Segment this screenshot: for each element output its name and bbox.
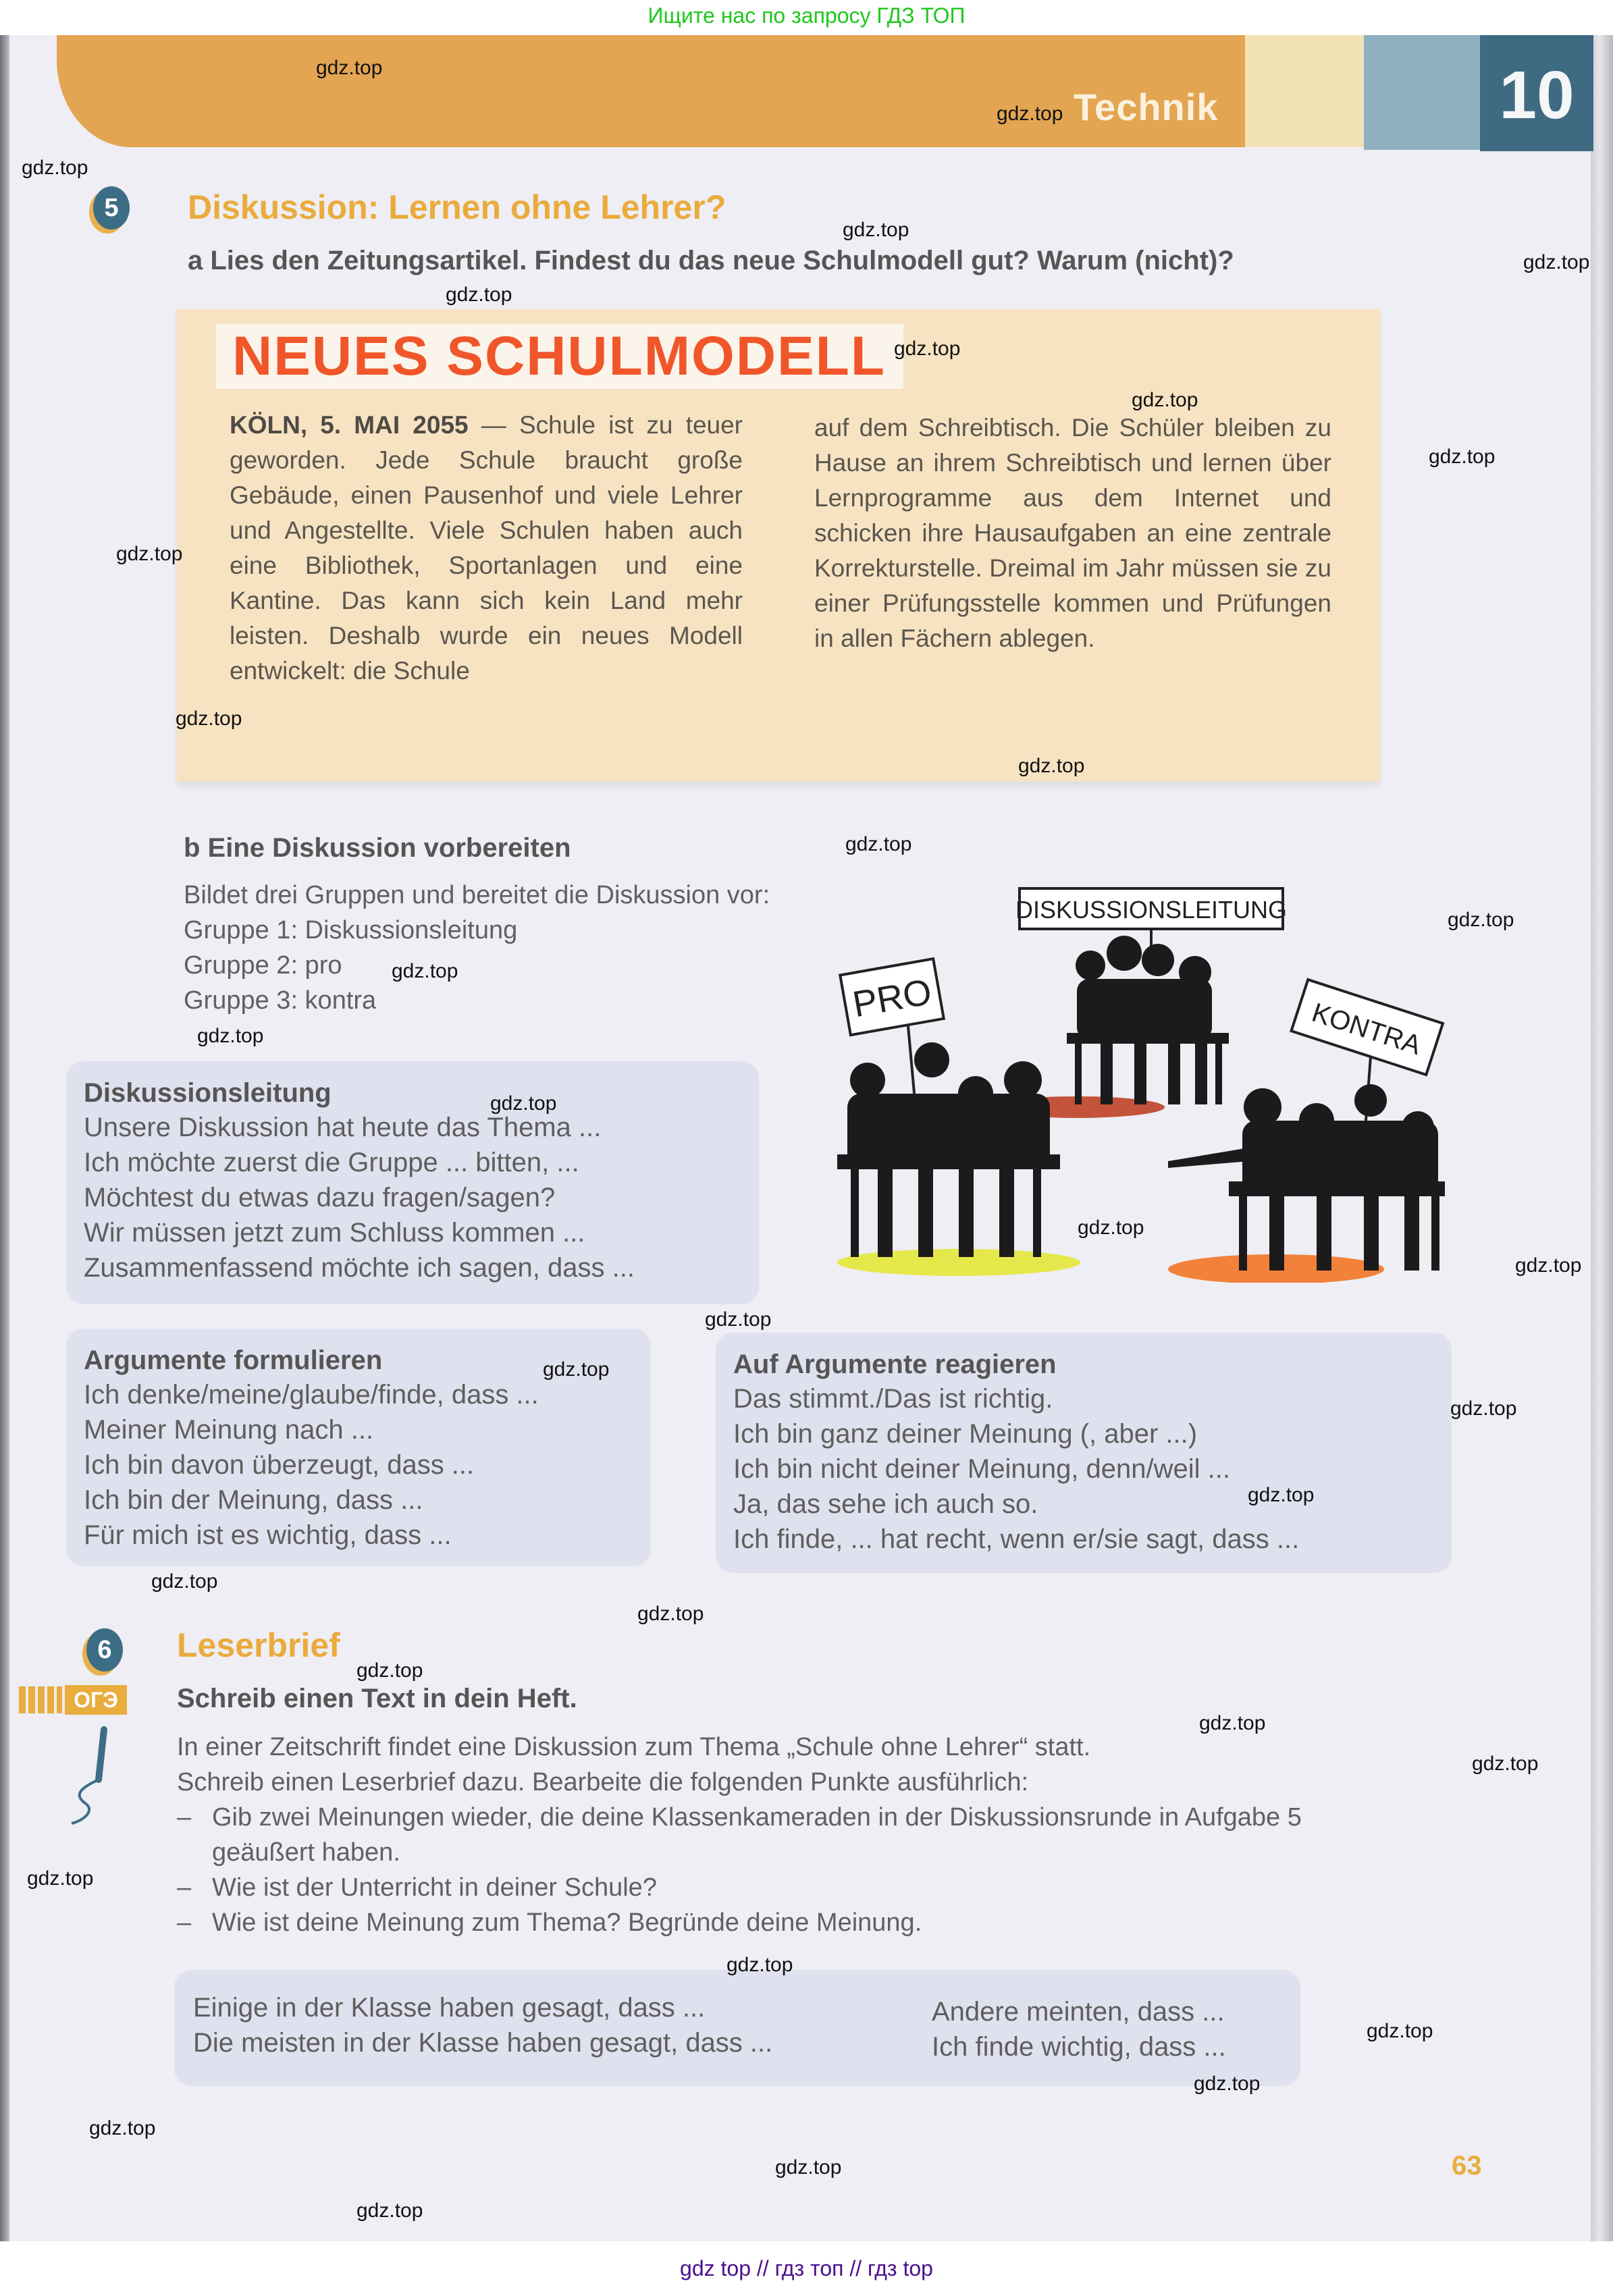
watermark: gdz.top xyxy=(1472,1753,1539,1775)
pen-writing-icon xyxy=(65,1726,119,1827)
phrase-line: Unsere Diskussion hat heute das Thema ... xyxy=(84,1113,602,1142)
phrase-line: Die meisten in der Klasse haben gesagt, dass ... xyxy=(193,2028,773,2058)
watermark: gdz.top xyxy=(356,2199,423,2222)
watermark: gdz.top xyxy=(997,103,1063,125)
watermark: gdz.top xyxy=(1515,1254,1582,1277)
article-column-2: auf dem Schreibtisch. Die Schüler bleiben zu Hause an ihrem Schreibtisch und lernen über Lernprogramme aus dem Internet und schicken ihre Hausaufgaben an eine zentrale Korrekturstelle. Dreimal im Jahr müssen sie zu einer Prüfungsstelle kommen und Prüfungen in allen Fächern ablegen. xyxy=(814,414,1331,652)
watermark: gdz.top xyxy=(116,543,183,565)
phrase-box-auf-argumente-reagieren xyxy=(716,1333,1452,1573)
watermark: gdz.top xyxy=(1450,1397,1517,1420)
phrase-line: Ich bin der Meinung, dass ... xyxy=(84,1485,423,1515)
phrase-line: Ich bin ganz deiner Meinung (, aber ...) xyxy=(733,1419,1198,1449)
phrase-line: Zusammenfassend möchte ich sagen, dass ... xyxy=(84,1253,635,1283)
watermark: gdz.top xyxy=(151,1570,218,1593)
watermark: gdz.top xyxy=(843,219,909,241)
watermark: gdz.top xyxy=(1367,2020,1433,2042)
phrase-line: Einige in der Klasse haben gesagt, dass ... xyxy=(193,1993,706,2023)
group-item: Gruppe 1: Diskussionsleitung xyxy=(184,916,518,944)
bullet-point xyxy=(177,1870,1352,1905)
watermark: gdz.top xyxy=(543,1358,610,1381)
chapter-number: 10 xyxy=(1499,57,1575,133)
phrase-box-diskussionsleitung xyxy=(66,1061,759,1304)
book-spine-shadow xyxy=(0,35,9,2241)
bullet-text: Wie ist deine Meinung zum Thema? Begründe deine Meinung. xyxy=(212,1908,922,1937)
phrase-line: Ich möchte zuerst die Gruppe ... bitten, ... xyxy=(84,1148,579,1177)
watermark: gdz.top xyxy=(775,2156,842,2179)
watermark: gdz.top xyxy=(845,833,912,855)
watermark: gdz.top xyxy=(89,2117,156,2139)
sign-diskussionsleitung: DISKUSSIONSLEITUNG xyxy=(1015,896,1288,924)
top-banner: Ищите нас по запросу ГДЗ ТОП xyxy=(647,3,966,28)
bottom-banner: gdz top // гдз топ // гдз top xyxy=(0,2241,1613,2296)
chapter-title: Technik xyxy=(1074,86,1219,128)
phrase-box-leserbrief xyxy=(174,1970,1300,2086)
watermark: gdz.top xyxy=(705,1308,772,1331)
oge-label: ОГЭ xyxy=(65,1685,127,1715)
box-title: Diskussionsleitung xyxy=(84,1078,332,1108)
box-title: Auf Argumente reagieren xyxy=(733,1350,1057,1379)
watermark: gdz.top xyxy=(1429,446,1496,468)
exercise-5-badge: 5 xyxy=(93,186,130,230)
article-headline: NEUES SCHULMODELL xyxy=(216,324,903,389)
dash-bullet: – xyxy=(177,1803,192,1832)
box-title: Argumente formulieren xyxy=(84,1345,383,1375)
bullet-text: Gib zwei Meinungen wieder, die deine Klassenkameraden in der Diskussionsrunde in Aufgabe 5 geäußert haben. xyxy=(212,1803,1302,1867)
watermark: gdz.top xyxy=(446,284,512,306)
group-item: Gruppe 3: kontra xyxy=(184,986,377,1015)
task-b-intro: Bildet drei Gruppen und bereitet die Diskussion vor: xyxy=(184,881,770,909)
exercise-6-paragraph-line: In einer Zeitschrift findet eine Diskussion zum Thema „Schule ohne Lehrer“ statt. xyxy=(177,1733,1091,1761)
phrases-right-column xyxy=(932,1994,1226,2064)
exercise-6-paragraph-line: Schreib einen Leserbrief dazu. Bearbeite die folgenden Punkte ausführlich: xyxy=(177,1768,1029,1796)
group-item: Gruppe 2: pro xyxy=(184,951,342,980)
task-b-title: b Eine Diskussion vorbereiten xyxy=(184,833,571,863)
exercise-6-title: Leserbrief xyxy=(177,1626,340,1664)
phrase-line: Ich finde, ... hat recht, wenn er/sie sagt, dass ... xyxy=(733,1524,1300,1554)
phrase-line: Meiner Meinung nach ... xyxy=(84,1415,374,1445)
sign-kontra: KONTRA xyxy=(1308,997,1425,1061)
page-edge xyxy=(1591,35,1613,2241)
bullet-point xyxy=(177,1905,1352,1940)
watermark: gdz.top xyxy=(1132,389,1198,411)
dash-bullet: – xyxy=(177,1873,192,1902)
watermark: gdz.top xyxy=(1523,251,1590,273)
watermark: gdz.top xyxy=(1194,2073,1261,2095)
watermark: gdz.top xyxy=(22,157,88,179)
phrase-line: Möchtest du etwas dazu fragen/sagen? xyxy=(84,1183,556,1212)
phrase-line: Wir müssen jetzt zum Schluss kommen ... xyxy=(84,1218,585,1248)
article-column-1 xyxy=(230,408,743,689)
discussion-cartoon-illustration xyxy=(830,878,1479,1283)
exercise-6-task: Schreib einen Text in dein Heft. xyxy=(177,1684,577,1713)
watermark: gdz.top xyxy=(197,1025,264,1047)
watermark: gdz.top xyxy=(316,57,383,79)
header-stripe-cream xyxy=(1245,35,1364,147)
phrase-line: Für mich ist es wichtig, dass ... xyxy=(84,1520,452,1550)
phrases-left-column xyxy=(193,1990,772,2060)
header-stripe-light-blue xyxy=(1364,35,1480,150)
phrase-line: Ja, das sehe ich auch so. xyxy=(733,1489,1038,1519)
page-number: 63 xyxy=(1452,2151,1482,2181)
watermark: gdz.top xyxy=(392,960,458,982)
phrase-line: Ich bin nicht deiner Meinung, denn/weil ... xyxy=(733,1454,1230,1484)
oge-dots-decoration xyxy=(19,1686,62,1713)
task-a-instruction: a Lies den Zeitungsartikel. Findest du das neue Schulmodell gut? Warum (nicht)? xyxy=(188,246,1234,275)
oge-badge xyxy=(19,1685,127,1715)
watermark: gdz.top xyxy=(726,1954,793,1976)
bullet-point xyxy=(177,1800,1352,1870)
watermark: gdz.top xyxy=(637,1603,704,1625)
phrase-line: Ich finde wichtig, dass ... xyxy=(932,2032,1226,2062)
phrase-line: Ich denke/meine/glaube/finde, dass ... xyxy=(84,1380,539,1410)
sign-pro: PRO xyxy=(849,971,935,1025)
phrase-line: Ich bin davon überzeugt, dass ... xyxy=(84,1450,475,1480)
watermark: gdz.top xyxy=(1248,1484,1315,1506)
watermark: gdz.top xyxy=(1078,1217,1144,1239)
watermark: gdz.top xyxy=(176,708,242,730)
watermark: gdz.top xyxy=(490,1092,557,1115)
article-col1-text: — Schule ist zu teuer geworden. Jede Schule braucht große Gebäude, einen Pausenhof und viele Lehrer und Angestellte. Viele Schulen haben auch eine Bibliothek, Sportanlagen und eine Kantine. Das kann sich kein Land mehr leisten. Deshalb wurde ein neues Modell entwickelt: die Schule xyxy=(230,411,743,685)
phrase-line: Andere meinten, dass ... xyxy=(932,1997,1225,2027)
watermark: gdz.top xyxy=(27,1867,94,1890)
watermark: gdz.top xyxy=(894,338,961,360)
exercise-5-title: Diskussion: Lernen ohne Lehrer? xyxy=(188,188,726,226)
article-dateline: KÖLN, 5. MAI 2055 xyxy=(230,411,469,439)
phrase-line: Das stimmt./Das ist richtig. xyxy=(733,1384,1053,1414)
watermark: gdz.top xyxy=(356,1659,423,1682)
exercise-6-badge: 6 xyxy=(86,1628,123,1672)
chapter-header-bar xyxy=(57,35,1245,147)
watermark: gdz.top xyxy=(1448,909,1514,931)
dash-bullet: – xyxy=(177,1908,192,1937)
bullet-text: Wie ist der Unterricht in deiner Schule? xyxy=(212,1873,657,1902)
watermark: gdz.top xyxy=(1199,1712,1266,1734)
watermark: gdz.top xyxy=(1018,755,1085,777)
